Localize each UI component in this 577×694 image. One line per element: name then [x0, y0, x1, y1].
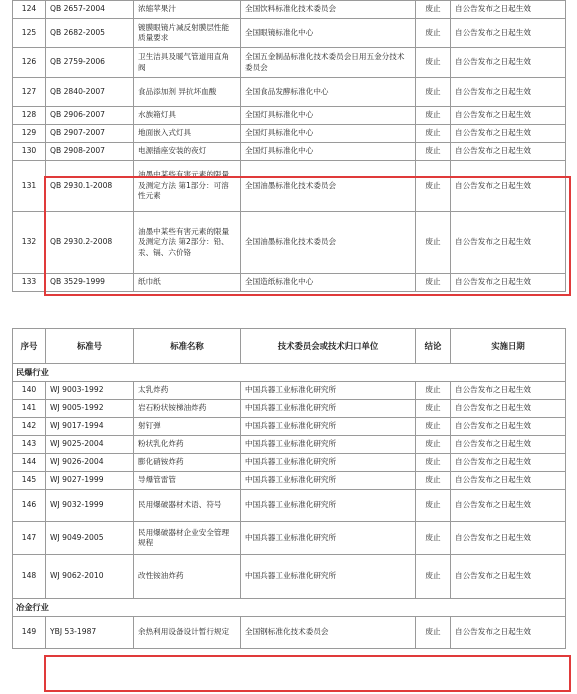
cell-date: 自公告发布之日起生效 [451, 1, 566, 19]
header-date: 实施日期 [451, 329, 566, 364]
standards-table-lower [12, 328, 566, 649]
cell-org: 全国眼镜标准化中心 [241, 19, 416, 48]
table-row [13, 472, 566, 490]
cell-name: 膨化硝铵炸药 [134, 454, 241, 472]
cell-conclusion: 废止 [416, 617, 451, 649]
cell-org: 全国灯具标准化中心 [241, 125, 416, 143]
cell-date: 自公告发布之日起生效 [451, 125, 566, 143]
table-row [13, 19, 566, 48]
cell-conclusion: 废止 [416, 212, 451, 274]
cell-no: 146 [13, 490, 46, 522]
cell-conclusion: 废止 [416, 522, 451, 555]
cell-name: 民用爆破器材术语、符号 [134, 490, 241, 522]
cell-org: 全国饮料标准化技术委员会 [241, 1, 416, 19]
cell-conclusion: 废止 [416, 107, 451, 125]
table-row [13, 522, 566, 555]
cell-org: 全国造纸标准化中心 [241, 274, 416, 292]
cell-code: QB 2930.2-2008 [46, 212, 134, 274]
cell-no: 129 [13, 125, 46, 143]
cell-name: 食品添加剂 异抗坏血酸 [134, 78, 241, 107]
cell-no: 131 [13, 161, 46, 212]
cell-no: 125 [13, 19, 46, 48]
cell-org: 中国兵器工业标准化研究所 [241, 522, 416, 555]
cell-org: 中国兵器工业标准化研究所 [241, 555, 416, 599]
cell-no: 142 [13, 418, 46, 436]
cell-org: 中国兵器工业标准化研究所 [241, 418, 416, 436]
table-row [13, 161, 566, 212]
section-row [13, 364, 566, 382]
cell-date: 自公告发布之日起生效 [451, 274, 566, 292]
cell-conclusion: 废止 [416, 274, 451, 292]
header-conclusion: 结论 [416, 329, 451, 364]
cell-no: 144 [13, 454, 46, 472]
cell-org: 中国兵器工业标准化研究所 [241, 454, 416, 472]
cell-date: 自公告发布之日起生效 [451, 522, 566, 555]
cell-no: 149 [13, 617, 46, 649]
cell-date: 自公告发布之日起生效 [451, 19, 566, 48]
cell-name: 油墨中某些有害元素的限量及测定方法 第2部分：铅、汞、镉、六价铬 [134, 212, 241, 274]
cell-code: WJ 9027-1999 [46, 472, 134, 490]
cell-conclusion: 废止 [416, 454, 451, 472]
cell-code: WJ 9005-1992 [46, 400, 134, 418]
cell-code: YBJ 53-1987 [46, 617, 134, 649]
cell-no: 133 [13, 274, 46, 292]
cell-no: 128 [13, 107, 46, 125]
highlight-box-row-149 [44, 655, 571, 692]
cell-date: 自公告发布之日起生效 [451, 161, 566, 212]
table-row [13, 436, 566, 454]
cell-conclusion: 废止 [416, 1, 451, 19]
cell-no: 126 [13, 48, 46, 78]
cell-no: 141 [13, 400, 46, 418]
cell-org: 中国兵器工业标准化研究所 [241, 472, 416, 490]
cell-code: QB 2930.1-2008 [46, 161, 134, 212]
cell-no: 124 [13, 1, 46, 19]
table-row [13, 48, 566, 78]
standards-table-upper-body [13, 1, 566, 292]
cell-date: 自公告发布之日起生效 [451, 490, 566, 522]
cell-code: WJ 9017-1994 [46, 418, 134, 436]
cell-name: 水族箱灯具 [134, 107, 241, 125]
table-row [13, 490, 566, 522]
cell-org: 中国兵器工业标准化研究所 [241, 436, 416, 454]
header-org: 技术委员会或技术归口单位 [241, 329, 416, 364]
table-row [13, 418, 566, 436]
cell-conclusion: 废止 [416, 436, 451, 454]
header-code: 标准号 [46, 329, 134, 364]
cell-conclusion: 废止 [416, 48, 451, 78]
cell-date: 自公告发布之日起生效 [451, 472, 566, 490]
cell-conclusion: 废止 [416, 161, 451, 212]
cell-code: QB 3529-1999 [46, 274, 134, 292]
cell-conclusion: 废止 [416, 555, 451, 599]
cell-code: QB 2906-2007 [46, 107, 134, 125]
cell-conclusion: 废止 [416, 490, 451, 522]
section-label-civil-explosives: 民爆行业 [13, 364, 566, 382]
cell-code: WJ 9049-2005 [46, 522, 134, 555]
cell-org: 中国兵器工业标准化研究所 [241, 382, 416, 400]
table-row [13, 454, 566, 472]
cell-name: 余热利用设备设计暂行规定 [134, 617, 241, 649]
section-label-metallurgy: 冶金行业 [13, 599, 566, 617]
cell-name: 地面嵌入式灯具 [134, 125, 241, 143]
cell-code: WJ 9032-1999 [46, 490, 134, 522]
cell-name: 纸巾纸 [134, 274, 241, 292]
cell-conclusion: 废止 [416, 472, 451, 490]
cell-code: WJ 9062-2010 [46, 555, 134, 599]
cell-code: WJ 9026-2004 [46, 454, 134, 472]
cell-date: 自公告发布之日起生效 [451, 617, 566, 649]
cell-code: QB 2908-2007 [46, 143, 134, 161]
cell-name: 粉状乳化炸药 [134, 436, 241, 454]
section-row [13, 599, 566, 617]
cell-org: 全国灯具标准化中心 [241, 107, 416, 125]
cell-date: 自公告发布之日起生效 [451, 436, 566, 454]
cell-name: 卫生洁具及暖气管道用直角阀 [134, 48, 241, 78]
cell-org: 中国兵器工业标准化研究所 [241, 490, 416, 522]
cell-no: 130 [13, 143, 46, 161]
cell-org: 全国油墨标准化技术委员会 [241, 212, 416, 274]
table-row [13, 107, 566, 125]
header-name: 标准名称 [134, 329, 241, 364]
cell-conclusion: 废止 [416, 382, 451, 400]
cell-code: QB 2657-2004 [46, 1, 134, 19]
cell-no: 148 [13, 555, 46, 599]
cell-name: 改性铵油炸药 [134, 555, 241, 599]
cell-conclusion: 废止 [416, 19, 451, 48]
cell-code: QB 2682-2005 [46, 19, 134, 48]
cell-org: 全国灯具标准化中心 [241, 143, 416, 161]
table-row [13, 400, 566, 418]
cell-date: 自公告发布之日起生效 [451, 418, 566, 436]
table-row [13, 274, 566, 292]
table-header-row [13, 329, 566, 364]
cell-name: 太乳炸药 [134, 382, 241, 400]
cell-org: 中国兵器工业标准化研究所 [241, 400, 416, 418]
cell-conclusion: 废止 [416, 125, 451, 143]
cell-org: 全国食品发酵标准化中心 [241, 78, 416, 107]
cell-no: 147 [13, 522, 46, 555]
cell-date: 自公告发布之日起生效 [451, 454, 566, 472]
cell-conclusion: 废止 [416, 400, 451, 418]
cell-conclusion: 废止 [416, 143, 451, 161]
table-row [13, 1, 566, 19]
cell-date: 自公告发布之日起生效 [451, 382, 566, 400]
table-row [13, 78, 566, 107]
cell-name: 镀膜眼镜片减反射膜层性能质量要求 [134, 19, 241, 48]
cell-date: 自公告发布之日起生效 [451, 48, 566, 78]
table-row [13, 143, 566, 161]
cell-date: 自公告发布之日起生效 [451, 143, 566, 161]
cell-name: 浓缩苹果汁 [134, 1, 241, 19]
cell-date: 自公告发布之日起生效 [451, 400, 566, 418]
cell-org: 全国钢标准化技术委员会 [241, 617, 416, 649]
cell-org: 全国油墨标准化技术委员会 [241, 161, 416, 212]
cell-name: 民用爆破器材企业安全管理规程 [134, 522, 241, 555]
table-row [13, 617, 566, 649]
cell-code: QB 2840-2007 [46, 78, 134, 107]
cell-name: 岩石粉状铵梯油炸药 [134, 400, 241, 418]
cell-code: QB 2907-2007 [46, 125, 134, 143]
cell-code: WJ 9025-2004 [46, 436, 134, 454]
cell-date: 自公告发布之日起生效 [451, 555, 566, 599]
table-row [13, 555, 566, 599]
standards-table-upper [12, 0, 566, 292]
table-row [13, 212, 566, 274]
cell-no: 143 [13, 436, 46, 454]
cell-name: 导爆管雷管 [134, 472, 241, 490]
cell-conclusion: 废止 [416, 418, 451, 436]
cell-date: 自公告发布之日起生效 [451, 107, 566, 125]
cell-name: 油墨中某些有害元素的限量及测定方法 第1部分：可溶性元素 [134, 161, 241, 212]
cell-org: 全国五金制品标准化技术委员会日用五金分技术委员会 [241, 48, 416, 78]
cell-date: 自公告发布之日起生效 [451, 212, 566, 274]
cell-name: 射钉弹 [134, 418, 241, 436]
cell-no: 140 [13, 382, 46, 400]
cell-date: 自公告发布之日起生效 [451, 78, 566, 107]
cell-code: WJ 9003-1992 [46, 382, 134, 400]
cell-conclusion: 废止 [416, 78, 451, 107]
table-row [13, 382, 566, 400]
header-no: 序号 [13, 329, 46, 364]
standards-table-lower-body [13, 364, 566, 649]
cell-code: QB 2759-2006 [46, 48, 134, 78]
cell-no: 145 [13, 472, 46, 490]
table-row [13, 125, 566, 143]
cell-no: 132 [13, 212, 46, 274]
cell-name: 电源插座安装的夜灯 [134, 143, 241, 161]
cell-no: 127 [13, 78, 46, 107]
